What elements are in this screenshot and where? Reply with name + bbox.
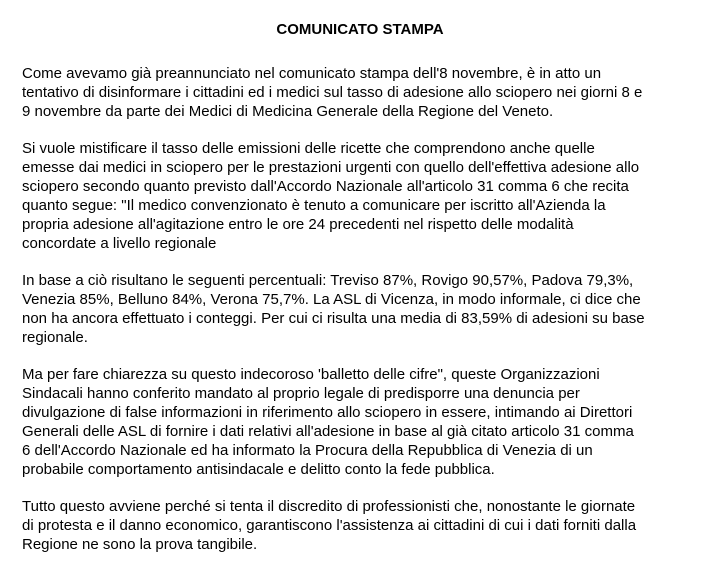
paragraph-legal-action: Ma per fare chiarezza su questo indecoroso 'balletto delle cifre", queste Organizzazioni Sindacali hanno conferito mandato al proprio legale di predisporre una denuncia per divulgazione di false informazioni in riferimento allo sciopero in essere, intimando ai Direttori Generali delle ASL di fornire i dati relativi all'adesione in base al già citato articolo 31 comma 6 dell'Accordo Nazionale ed ha informato la Procura della Repubblica di Venezia di un probabile comportamento antisindacale e delitto conto la fede pubblica. xyxy=(22,366,634,478)
paragraph-percentages: In base a ciò risultano le seguenti percentuali: Treviso 87%, Rovigo 90,57%, Padova 79,3%, Venezia 85%, Belluno 84%, Verona 75,7%. La ASL di Vicenza, in modo informale, ci dice che non ha ancora effettuato i conteggi. Per cui ci risulta una media di 83,59% di adesioni su base regionale. xyxy=(22,272,645,346)
paragraph-mystification: Si vuole mistificare il tasso delle emissioni delle ricette che comprendono anche quelle emesse dai medici in sciopero per le prestazioni urgenti con quello dell'effettiva adesione allo sciopero secondo quanto previsto dall'Accordo Nazionale all'articolo 31 comma 6 che recita quanto segue: "Il medico convenzionato è tenuto a comunicare per iscritto all'Azienda la propria adesione all'agitazione entro le ore 24 precedenti nel rispetto delle modalità concordate a livello regionale xyxy=(22,140,640,252)
document-title: COMUNICATO STAMPA xyxy=(276,21,444,38)
paragraph-intro: Come avevamo già preannunciato nel comunicato stampa dell'8 novembre, è in atto un tentativo di disinformare i cittadini ed i medici sul tasso di adesione allo sciopero nei giorni 8 e 9 novembre da parte dei Medici di Medicina Generale della Regione del Veneto. xyxy=(22,65,643,120)
paragraph-conclusion: Tutto questo avviene perché si tenta il discredito di professionisti che, nonostante le giornate di protesta e il danno economico, garantiscono l'assistenza ai cittadini di cui i dati forniti dalla Regione ne sono la prova tangibile. xyxy=(22,498,637,553)
